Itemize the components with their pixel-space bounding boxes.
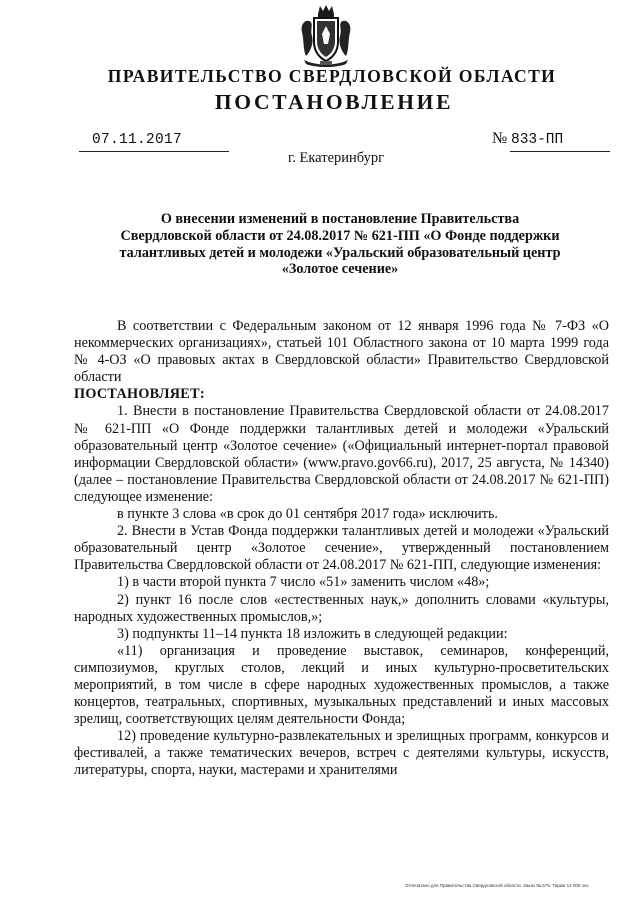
document-date: 07.11.2017 <box>92 132 183 148</box>
city: г. Екатеринбург <box>287 150 385 166</box>
subitem-12-paragraph: 12) проведение культурно-развлекательных и зрелищных программ, конкурсов и фестивалей, а также тематических вечеров, встреч с деятелями культуры, искусств, литературы, спорта, науки, мастерами и хранителями <box>74 728 609 779</box>
document-number: 833-ПП <box>511 132 564 148</box>
title-line: О внесении изменений в постановление Правительства <box>160 211 520 227</box>
title-line: «Золотое сечение» <box>281 261 399 278</box>
item-2-subitem: 2) пункт 16 после слов «естественных наук,» дополнить словами «культуры, народных художественных промыслов,»; <box>74 591 609 625</box>
preamble-paragraph: В соответствии с Федеральным законом от 12 января 1996 года № 7-ФЗ «О некоммерческих организациях», статьей 101 Областного закона от 10 марта 1999 года № 4-ОЗ «О правовых актах в Свердловской области» Правительство Свердловской области <box>74 318 609 386</box>
coat-of-arms-icon <box>296 4 356 68</box>
title-line: талантливых детей и молодежи «Уральский образовательный центр <box>119 244 561 261</box>
resolves-heading: ПОСТАНОВЛЯЕТ: <box>74 386 205 403</box>
item-2-paragraph: 2. Внести в Устав Фонда поддержки талантливых детей и молодежи «Уральский образовательный центр «Золотое сечение», утвержденный постановлением Правительства Свердловской области от 24.08.2017 № 621-ПП, следующие изменения: <box>74 523 609 574</box>
item-1-paragraph: 1. Внести в постановление Правительства Свердловской области от 24.08.2017 № 621-ПП «О Фонде поддержки талантливых детей и молодежи «Уральский образовательный центр «Золотое сечение» («Официальный интернет-портал правовой информации Свердловской области» (www.pravo.gov66.ru), 2017, 25 августа, № 14340) (далее – постановление Правительства Свердловской области от 24.08.2017 № 621-ПП) следующее изменение: <box>74 403 609 505</box>
print-note: Отпечатано для Правительства Свердловской области. Заказ № 575. Тираж 14 000 экз. <box>405 883 590 888</box>
document-type: ПОСТАНОВЛЕНИЕ <box>214 90 454 114</box>
number-sign: № <box>492 130 508 147</box>
item-2-subitem: 1) в части второй пункта 7 число «51» заменить числом «48»; <box>117 574 490 591</box>
document-body <box>74 318 609 780</box>
item-2-subitem: 3) подпункты 11–14 пункта 18 изложить в следующей редакции: <box>117 625 508 642</box>
document-title <box>95 211 585 278</box>
title-line: Свердловской области от 24.08.2017 № 621-ПП «О Фонде поддержки <box>120 227 560 244</box>
item-1-change: в пункте 3 слова «в срок до 01 сентября 2017 года» исключить. <box>117 506 498 523</box>
subitem-11-paragraph: «11) организация и проведение выставок, семинаров, конференций, симпозиумов, круглых столов, лекций и иных культурно-просветительских мероприятий, в том числе в сфере народных художественных промыслов, а также концертов, театральных, спортивных, музыкальных представлений и иных массовых зрелищ, соответствующих целям деятельности Фонда; <box>74 642 609 728</box>
organization-name: ПРАВИТЕЛЬСТВО СВЕРДЛОВСКОЙ ОБЛАСТИ <box>107 66 557 86</box>
